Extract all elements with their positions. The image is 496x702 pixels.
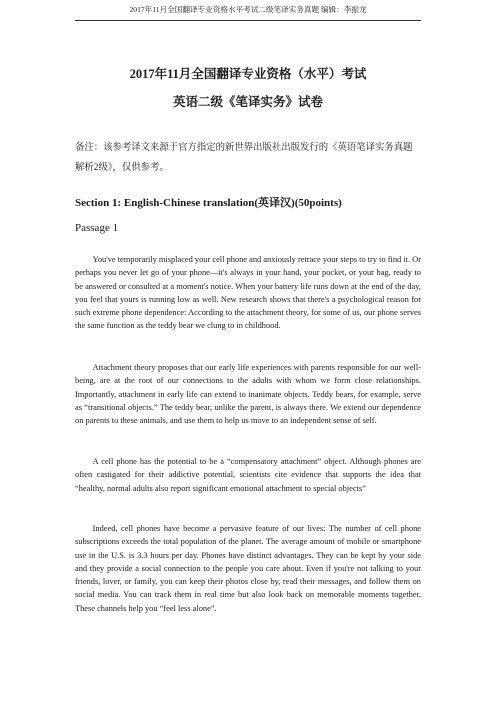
reference-note: 备注：该参考译文来源于官方指定的新世界出版社出版发行的《英语笔译实务真题解析2级》，仅供参考。 xyxy=(75,143,413,173)
exam-title: 2017年11月全国翻译专业资格（水平）考试 xyxy=(129,67,367,81)
paragraph-1: You've temporarily misplaced your cell phone and anxiously retrace your steps to try to find it. Or perhaps you never let go of your phone—it's always in your hand, your pocket, or your bag, ready to be answered or consulted at a moment's notice. When your battery life runs down at the end of the day, you feel that yours is running low as well. New research shows that there's a psychological reason for such extreme phone dependence: According to the attachment theory, for some of us, our phone serves the same function as the teddy bear we clung to in childhood. xyxy=(75,255,421,331)
paragraph-3: A cell phone has the potential to be a “compensatory attachment” object. Although phones are often castigated for their addictive potential, scientists cite evidence that supports the idea that “healthy, normal adults also report significant emotional attachment to special objects” xyxy=(75,457,421,493)
paragraph-4: Indeed, cell phones have become a pervasive feature of our lives: The number of cell phone subscriptions exceeds the total population of the planet. The average amount of mobile or smartphone use in the U.S. is 3.3 hours per day. Phones have distinct advantages. They can be kept by your side and they provide a social connection to the people you care about. Even if you're not talking to your friends, lover, or family, you can keep their photos close by, read their messages, and follow them on social media. You can track them in real time but also look back on memorable moments together. These channels help you “feel less alone”. xyxy=(75,524,421,613)
section-heading: Section 1: English-Chinese translation(英译汉)(50points) xyxy=(75,197,342,209)
passage-heading: Passage 1 xyxy=(75,222,119,234)
paragraph-2: Attachment theory proposes that our early life experiences with parents responsible for our well-being, are at the root of our connections to the adults with whom we form close relationships. Importantly, attachment in early life can extend to inanimate objects. Teddy bears, for example, serve as “transitional objects.” The teddy bear, unlike the parent, is always there. We extend our dependence on parents to these animals, and use them to help us move to an independent sense of self. xyxy=(75,363,421,426)
page-header: 2017年11月全国翻译专业资格水平考试二级笔译实务真题 编辑：李振龙 xyxy=(75,0,421,21)
exam-subtitle: 英语二级《笔译实务》试卷 xyxy=(172,95,323,109)
